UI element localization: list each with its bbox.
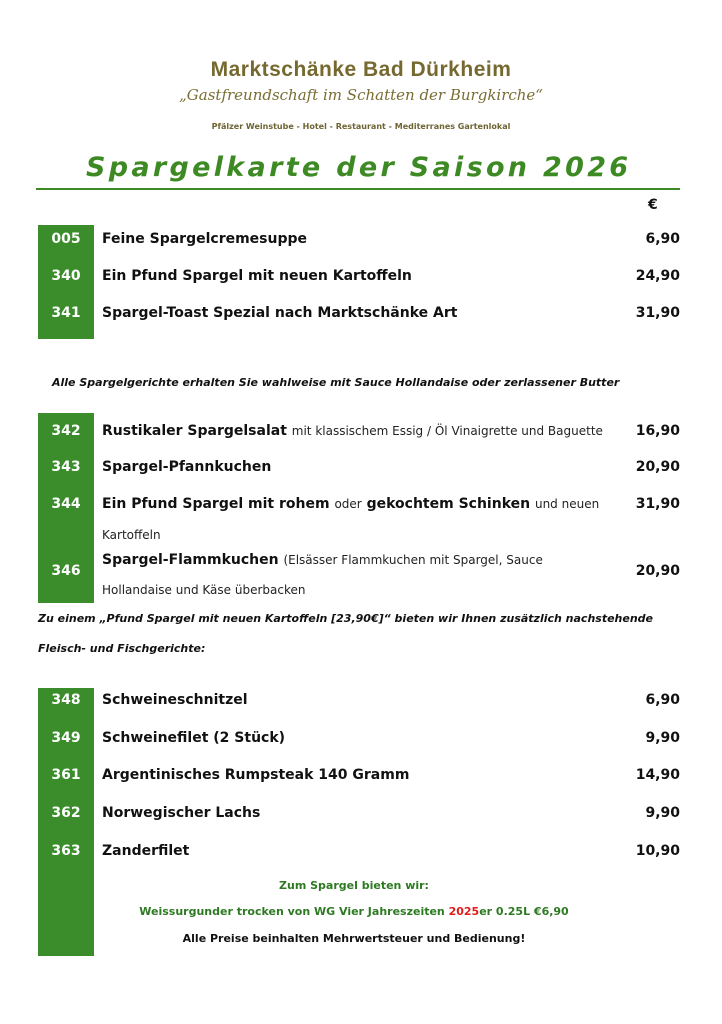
item-name: Ein Pfund Spargel mit neuen Kartoffeln (102, 268, 412, 284)
restaurant-name: Marktschänke Bad Dürkheim (210, 58, 512, 81)
item-price: 20,90 (635, 563, 680, 579)
extra-note-line1: Zu einem „Pfund Spargel mit neuen Kartoffeln [23,90€]“ bieten wir Ihnen zusätzlich nachstehende (38, 612, 654, 625)
item-number: 340 (51, 268, 81, 284)
item-name: Schweineschnitzel (102, 692, 248, 708)
item-number: 341 (51, 305, 81, 321)
item-name: Feine Spargelcremesuppe (102, 231, 308, 247)
item-name: Ein Pfund Spargel mit rohem oder gekochtem Schinken und neuen (102, 496, 600, 512)
sauce-note: Alle Spargelgerichte erhalten Sie wahlweise mit Sauce Hollandaise oder zerlassener Butter (52, 376, 620, 389)
item-number: 362 (51, 805, 81, 821)
item-detail: mit klassischem Essig / Öl Vinaigrette und Baguette (291, 424, 603, 438)
item-price: 31,90 (635, 496, 680, 512)
item-name: Argentinisches Rumpsteak 140 Gramm (102, 767, 410, 783)
item-price: 9,90 (645, 805, 680, 821)
item-price: 24,90 (635, 268, 680, 284)
extra-note-line2: Fleisch- und Fischgerichte: (38, 642, 206, 655)
number-bar (38, 688, 94, 956)
item-number: 349 (51, 730, 81, 746)
title-divider (36, 188, 680, 190)
currency-symbol: € (648, 197, 658, 213)
item-name: Spargel-Toast Spezial nach Marktschänke Art (102, 305, 458, 321)
price-disclaimer: Alle Preise beinhalten Mehrwertsteuer und Bedienung! (182, 932, 526, 945)
wine-offer: Weissurgunder trocken von WG Vier Jahreszeiten 2025er 0.25L €6,90 (139, 905, 569, 918)
item-price: 10,90 (635, 843, 680, 859)
item-price: 6,90 (645, 692, 680, 708)
item-price: 14,90 (635, 767, 680, 783)
item-number: 346 (51, 563, 81, 579)
item-name: Rustikaler Spargelsalat mit klassischem Essig / Öl Vinaigrette und Baguette (102, 423, 603, 439)
item-price: 16,90 (635, 423, 680, 439)
item-price: 9,90 (645, 730, 680, 746)
item-price: 31,90 (635, 305, 680, 321)
item-number: 344 (51, 496, 81, 512)
restaurant-tagline: „Gastfreundschaft im Schatten der Burgkirche“ (179, 86, 543, 104)
item-name: Spargel-Flammkuchen (Elsässer Flammkuchen mit Spargel, Sauce (102, 552, 543, 568)
item-detail: Kartoffeln (102, 528, 161, 542)
item-number: 348 (51, 692, 81, 708)
item-detail: Hollandaise und Käse überbacken (102, 583, 306, 597)
item-name: Norwegischer Lachs (102, 805, 261, 821)
item-name: Spargel-Pfannkuchen (102, 459, 272, 475)
item-number: 343 (51, 459, 81, 475)
wine-intro: Zum Spargel bieten wir: (279, 879, 429, 892)
menu-title: Spargelkarte der Saison 2026 (86, 152, 632, 183)
item-number: 361 (51, 767, 81, 783)
item-name: Schweinefilet (2 Stück) (102, 730, 286, 746)
item-number: 005 (51, 231, 81, 247)
item-price: 6,90 (645, 231, 680, 247)
wine-year: 2025 (448, 905, 480, 918)
restaurant-subtitle: Pfälzer Weinstube - Hotel - Restaurant - Mediterranes Gartenlokal (211, 122, 511, 131)
item-price: 20,90 (635, 459, 680, 475)
item-number: 363 (51, 843, 81, 859)
item-number: 342 (51, 423, 81, 439)
item-name: Zanderfilet (102, 843, 190, 859)
